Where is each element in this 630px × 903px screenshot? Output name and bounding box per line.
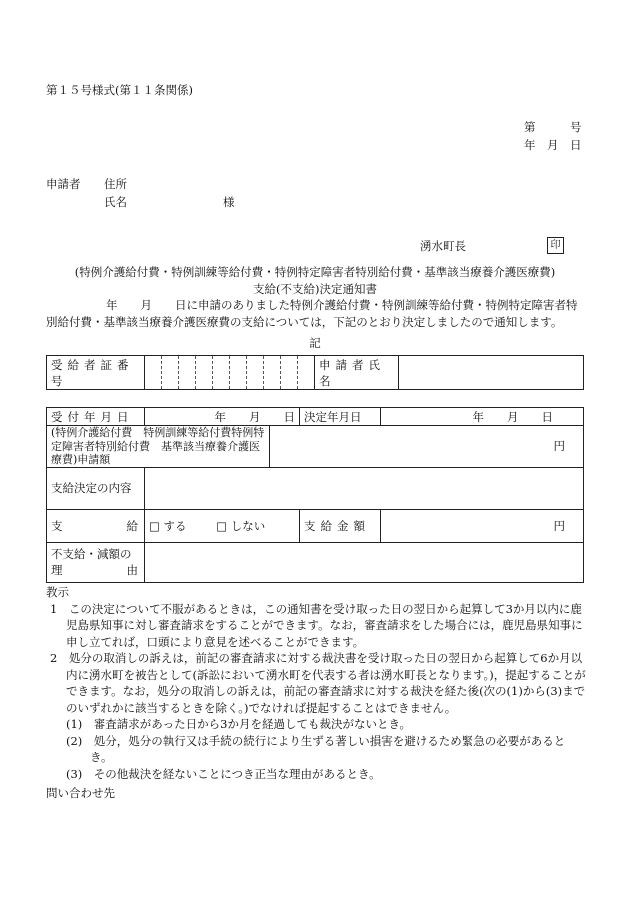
- reason-label: [47, 542, 145, 582]
- name-label: 氏名: [104, 195, 127, 209]
- yen-unit: 円: [553, 518, 565, 533]
- decision-date-field[interactable]: 年 月 日: [381, 408, 584, 426]
- reason-label-line1: 不支給・減額の: [51, 547, 132, 561]
- payment-amount-field[interactable]: [381, 509, 584, 542]
- recipient-number-label: 受給者証番号: [47, 356, 145, 390]
- decision-table: [46, 407, 584, 583]
- address-label: 住所: [104, 177, 127, 191]
- document-number: 第 号: [524, 120, 582, 134]
- recipient-digit-cell[interactable]: [213, 356, 230, 390]
- yen-unit: 円: [553, 439, 565, 454]
- payment-label: [47, 509, 145, 542]
- decision-content-label: 支給決定の内容: [47, 467, 145, 509]
- recipient-digit-cell[interactable]: [196, 356, 213, 390]
- decision-date-label: 決定年月日: [300, 408, 381, 426]
- recipient-digit-cell[interactable]: [162, 356, 179, 390]
- body-line2: 別給付費・基準該当療養介護医療費の支給については，下記のとおり決定しましたので通知します。: [46, 315, 563, 329]
- issue-date: 年 月 日: [524, 138, 582, 152]
- issuer-name: 湧水町長: [420, 239, 466, 253]
- instructions-heading: 教示: [46, 585, 69, 599]
- instruction-item-1: 1 この決定について不服があるときは，この通知書を受け取った日の翌日から起算して3か月以内に鹿児島県知事に対し審査請求をすることができます。なお，審査請求をした場合には，鹿児島県知事に申し立てれば，口頭により意見を述べることができます。: [50, 601, 583, 649]
- ki-mark: 記: [309, 336, 321, 350]
- instruction-sub-3: (3) その他裁決を経ないことにつき正当な理由があるとき。: [66, 766, 381, 781]
- payment-label-char-b: 給: [126, 518, 138, 533]
- applicant-name-label: 申請者氏名: [315, 356, 399, 390]
- receipt-date-field[interactable]: 年 月 日: [145, 408, 300, 426]
- reason-field[interactable]: [145, 542, 584, 582]
- recipient-digit-cell[interactable]: [145, 356, 162, 390]
- body-line1: 年 月 日に申請のありました特例介護給付費・特例訓練等給付費・特例特定障害者特: [106, 298, 578, 312]
- decision-content-field[interactable]: [145, 467, 584, 509]
- recipient-digit-cell[interactable]: [179, 356, 196, 390]
- requested-amount-field[interactable]: [270, 426, 584, 468]
- recipient-digit-cell[interactable]: [298, 356, 315, 390]
- instruction-item-2: 2 処分の取消しの訴えは，前記の審査請求に対する裁決書を受け取った日の翌日から起算して6か月以内に湧水町を被告として(訴訟において湧水町を代表する者は湧水町長となります。)，提起することができます。なお，処分の取消しの訴えは，前記の審査請求に対する裁決を経た後(次の(1)から(3)までのいずれかに該当するときを除く。)でなければ提起することはできません。: [50, 651, 586, 715]
- applicant-name-field[interactable]: [399, 356, 584, 390]
- instruction-sub-1: (1) 審査請求があった日から3か月を経過しても裁決がないとき。: [66, 717, 412, 731]
- title-line2: 支給(不支給)決定通知書: [253, 282, 377, 296]
- contact-label: 問い合わせ先: [46, 786, 115, 800]
- payment-amount-label: 支給金額: [300, 509, 381, 542]
- title-line1: (特例介護給付費・特例訓練等給付費・特例特定障害者特別給付費・基準該当療養介護医療費): [74, 265, 556, 279]
- reason-label-line2: [51, 562, 140, 578]
- instruction-sub-2: (2) 処分，処分の執行又は手続の続行により生ずる著しい損害を避けるため緊急の必要があるとき。: [66, 733, 566, 764]
- seal-mark: 印: [547, 237, 564, 254]
- payment-label-char-a: 支: [51, 518, 63, 533]
- payment-yes-checkbox[interactable]: □ する: [149, 518, 187, 533]
- receipt-date-label: 受付年月日: [47, 408, 145, 426]
- requested-amount-label: (特例介護給付費 特例訓練等給付費特例特定障害者特別給付費 基準該当療養介護医療費)申請額: [47, 426, 270, 468]
- applicant-label: 申請者: [46, 177, 81, 191]
- instructions: [46, 584, 586, 782]
- payment-options: [145, 509, 300, 542]
- recipient-digit-cell[interactable]: [247, 356, 264, 390]
- honorific: 様: [223, 195, 235, 209]
- recipient-digit-cell[interactable]: [230, 356, 247, 390]
- form-number: 第１５号様式(第１１条関係): [46, 83, 193, 97]
- recipient-digit-cell[interactable]: [264, 356, 281, 390]
- recipient-digit-cell[interactable]: [281, 356, 298, 390]
- recipient-table: [46, 355, 584, 390]
- reason-label-char-a: 理: [51, 563, 63, 577]
- payment-no-checkbox[interactable]: □ しない: [216, 518, 266, 533]
- reason-label-char-b: 由: [126, 563, 138, 577]
